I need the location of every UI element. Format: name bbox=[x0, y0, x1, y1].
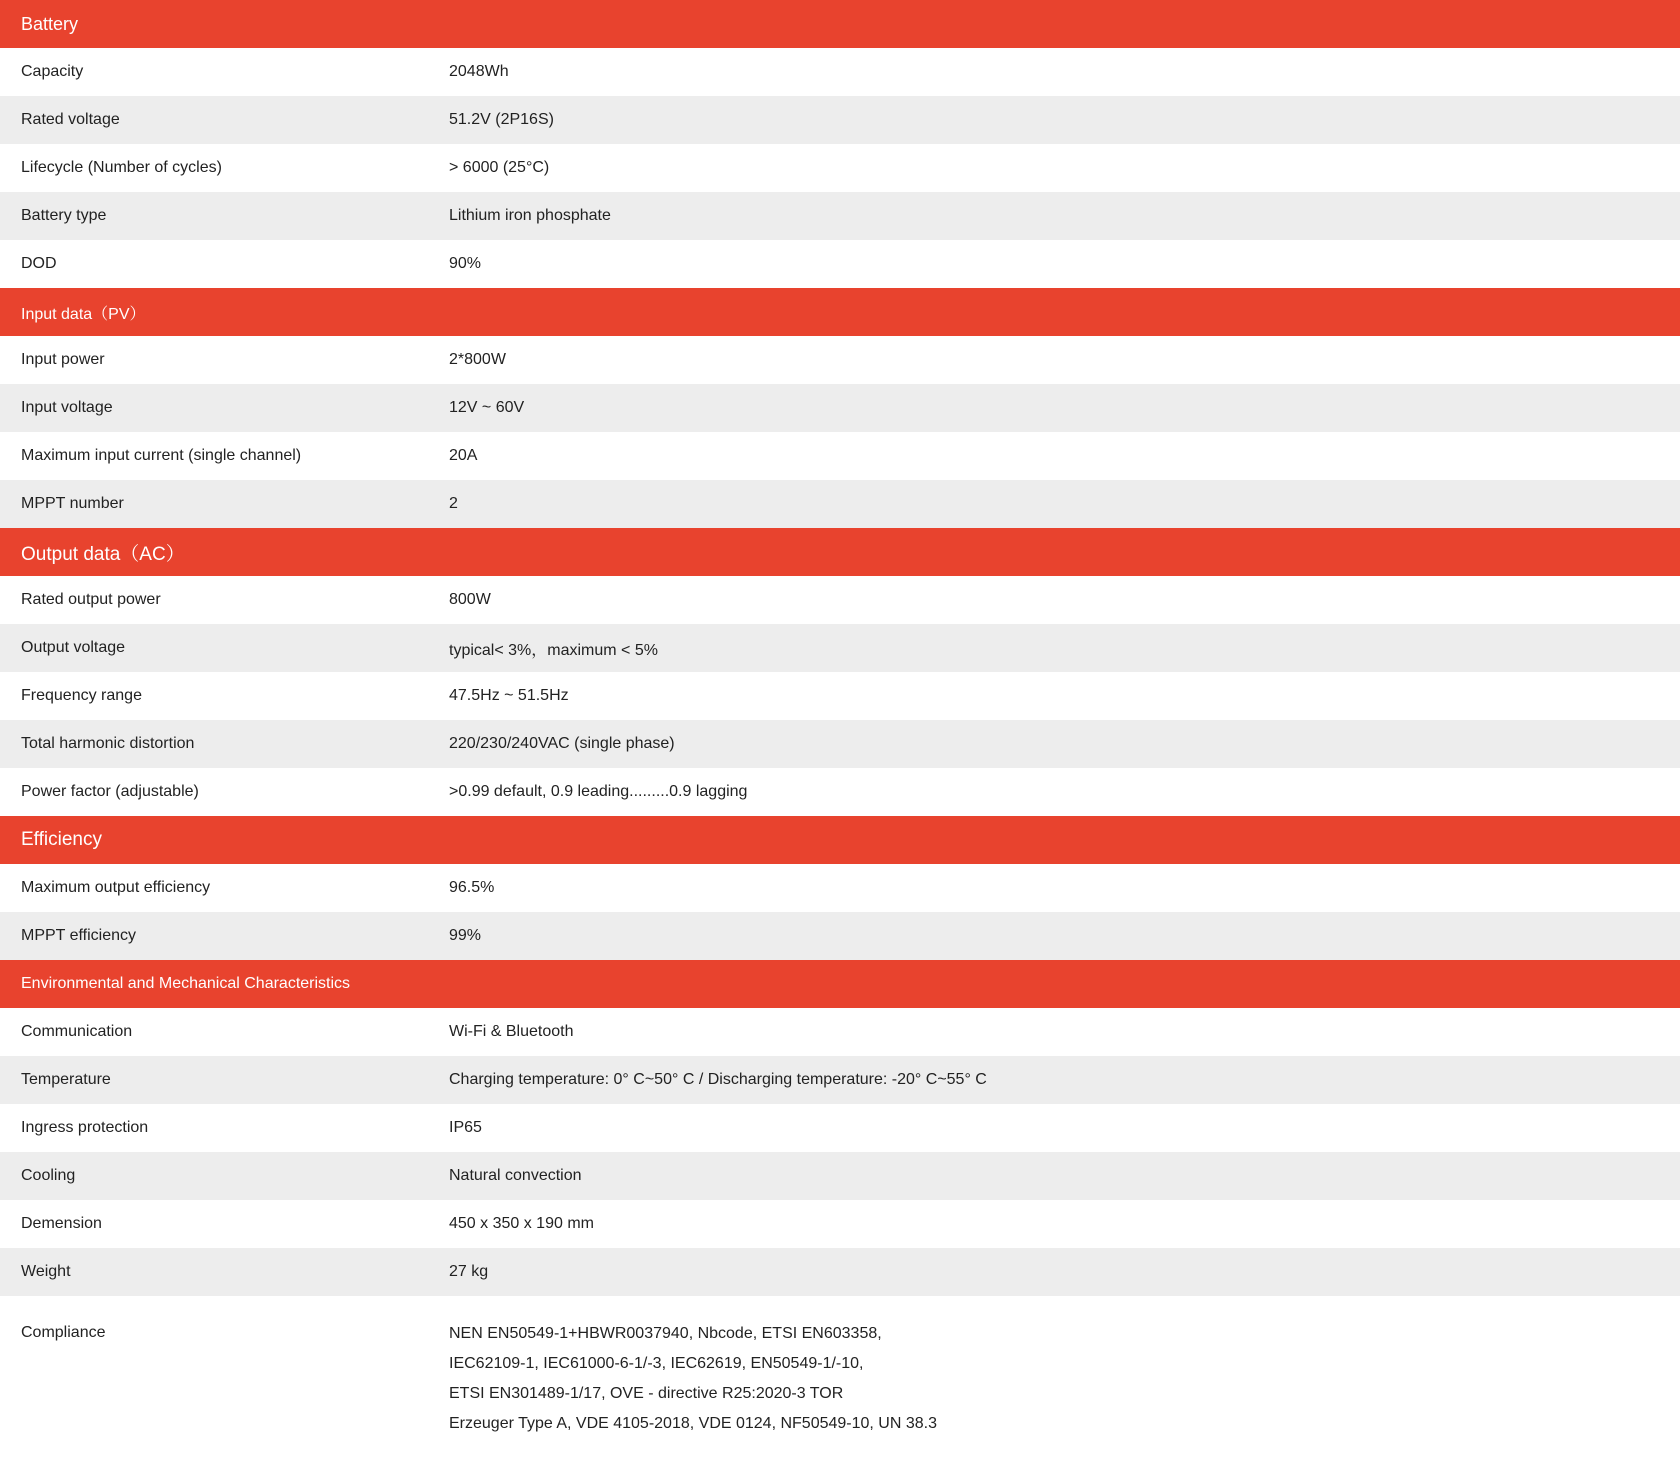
row-label: Maximum output efficiency bbox=[21, 879, 211, 896]
section-header-efficiency bbox=[0, 816, 1680, 864]
table-row bbox=[0, 96, 1680, 144]
compliance-line: ETSI EN301489-1/17, OVE - directive R25:2020-3 TOR bbox=[449, 1385, 844, 1402]
table-row bbox=[0, 1200, 1680, 1248]
row-label: Power factor (adjustable) bbox=[21, 783, 199, 800]
table-row bbox=[0, 192, 1680, 240]
row-label: Capacity bbox=[21, 63, 84, 80]
row-label: Input power bbox=[21, 351, 105, 368]
row-value: 2*800W bbox=[449, 351, 506, 368]
compliance-line: IEC62109-1, IEC61000-6-1/-3, IEC62619, EN50549-1/-10, bbox=[449, 1355, 864, 1372]
row-label: Cooling bbox=[21, 1167, 76, 1184]
row-value: 2 bbox=[449, 495, 458, 512]
table-row bbox=[0, 240, 1680, 288]
table-row bbox=[0, 1008, 1680, 1056]
table-row bbox=[0, 1248, 1680, 1296]
section-header-battery bbox=[0, 0, 1680, 48]
compliance-line: NEN EN50549-1+HBWR0037940, Nbcode, ETSI EN603358, bbox=[449, 1325, 882, 1342]
row-label: MPPT number bbox=[21, 495, 124, 512]
table-row bbox=[0, 672, 1680, 720]
section-title: Battery bbox=[21, 13, 79, 34]
row-value: Lithium iron phosphate bbox=[449, 207, 611, 224]
row-label: Compliance bbox=[21, 1324, 106, 1341]
row-label: Ingress protection bbox=[21, 1119, 149, 1136]
row-value: 99% bbox=[449, 927, 482, 944]
section-title: Environmental and Mechanical Characteristics bbox=[21, 975, 351, 992]
table-row bbox=[0, 48, 1680, 96]
table-row bbox=[0, 144, 1680, 192]
row-value: 20A bbox=[449, 447, 478, 464]
table-row bbox=[0, 576, 1680, 624]
section-header-input-data bbox=[0, 288, 1680, 336]
row-value: > 6000 (25°C) bbox=[449, 159, 550, 176]
row-label: Frequency range bbox=[21, 687, 142, 704]
table-row bbox=[0, 336, 1680, 384]
row-label: Total harmonic distortion bbox=[21, 735, 195, 752]
row-label: Input voltage bbox=[21, 399, 113, 416]
row-value: 12V ~ 60V bbox=[449, 399, 525, 416]
section-title: Output data（AC） bbox=[21, 543, 185, 565]
row-value: typical< 3%，maximum < 5% bbox=[449, 641, 658, 659]
compliance-values bbox=[449, 1320, 1680, 1442]
row-value: IP65 bbox=[449, 1119, 482, 1136]
table-row bbox=[0, 1152, 1680, 1200]
row-label: Maximum input current (single channel) bbox=[21, 447, 302, 464]
row-label: Demension bbox=[21, 1215, 102, 1232]
row-value: >0.99 default, 0.9 leading.........0.9 lagging bbox=[449, 783, 748, 800]
section-header-output-data bbox=[0, 528, 1680, 576]
row-label: Rated voltage bbox=[21, 111, 120, 128]
row-value: 27 kg bbox=[449, 1263, 489, 1280]
table-row bbox=[0, 624, 1680, 672]
row-value: 51.2V (2P16S) bbox=[449, 111, 554, 128]
table-row bbox=[0, 1056, 1680, 1104]
row-label: DOD bbox=[21, 255, 57, 272]
row-value: 2048Wh bbox=[449, 63, 509, 80]
row-value: Charging temperature: 0° C~50° C / Discharging temperature: -20° C~55° C bbox=[449, 1071, 987, 1088]
row-label: MPPT efficiency bbox=[21, 927, 137, 944]
row-value: 47.5Hz ~ 51.5Hz bbox=[449, 687, 569, 704]
section-header-environmental bbox=[0, 960, 1680, 1008]
row-value: Natural convection bbox=[449, 1167, 582, 1184]
row-label: Weight bbox=[21, 1263, 71, 1280]
row-value: Wi-Fi & Bluetooth bbox=[449, 1023, 574, 1040]
section-title: Efficiency bbox=[21, 829, 102, 850]
table-row bbox=[0, 912, 1680, 960]
table-row bbox=[0, 1104, 1680, 1152]
compliance-row bbox=[0, 1296, 1680, 1474]
table-row bbox=[0, 864, 1680, 912]
table-row bbox=[0, 384, 1680, 432]
table-row bbox=[0, 480, 1680, 528]
compliance-line: Erzeuger Type A, VDE 4105-2018, VDE 0124, NF50549-10, UN 38.3 bbox=[449, 1415, 937, 1432]
row-value: 220/230/240VAC (single phase) bbox=[449, 735, 675, 752]
row-label: Lifecycle (Number of cycles) bbox=[21, 159, 222, 176]
row-label: Communication bbox=[21, 1023, 133, 1040]
row-label: Battery type bbox=[21, 207, 107, 224]
table-row bbox=[0, 432, 1680, 480]
row-value: 450 x 350 x 190 mm bbox=[449, 1215, 594, 1232]
row-label: Output voltage bbox=[21, 639, 126, 656]
table-row bbox=[0, 768, 1680, 816]
row-value: 90% bbox=[449, 255, 482, 272]
row-label: Rated output power bbox=[21, 591, 161, 608]
row-label: Temperature bbox=[21, 1071, 111, 1088]
row-value: 800W bbox=[449, 591, 491, 608]
table-row bbox=[0, 720, 1680, 768]
row-value: 96.5% bbox=[449, 879, 495, 896]
section-title: Input data（PV） bbox=[21, 305, 146, 323]
